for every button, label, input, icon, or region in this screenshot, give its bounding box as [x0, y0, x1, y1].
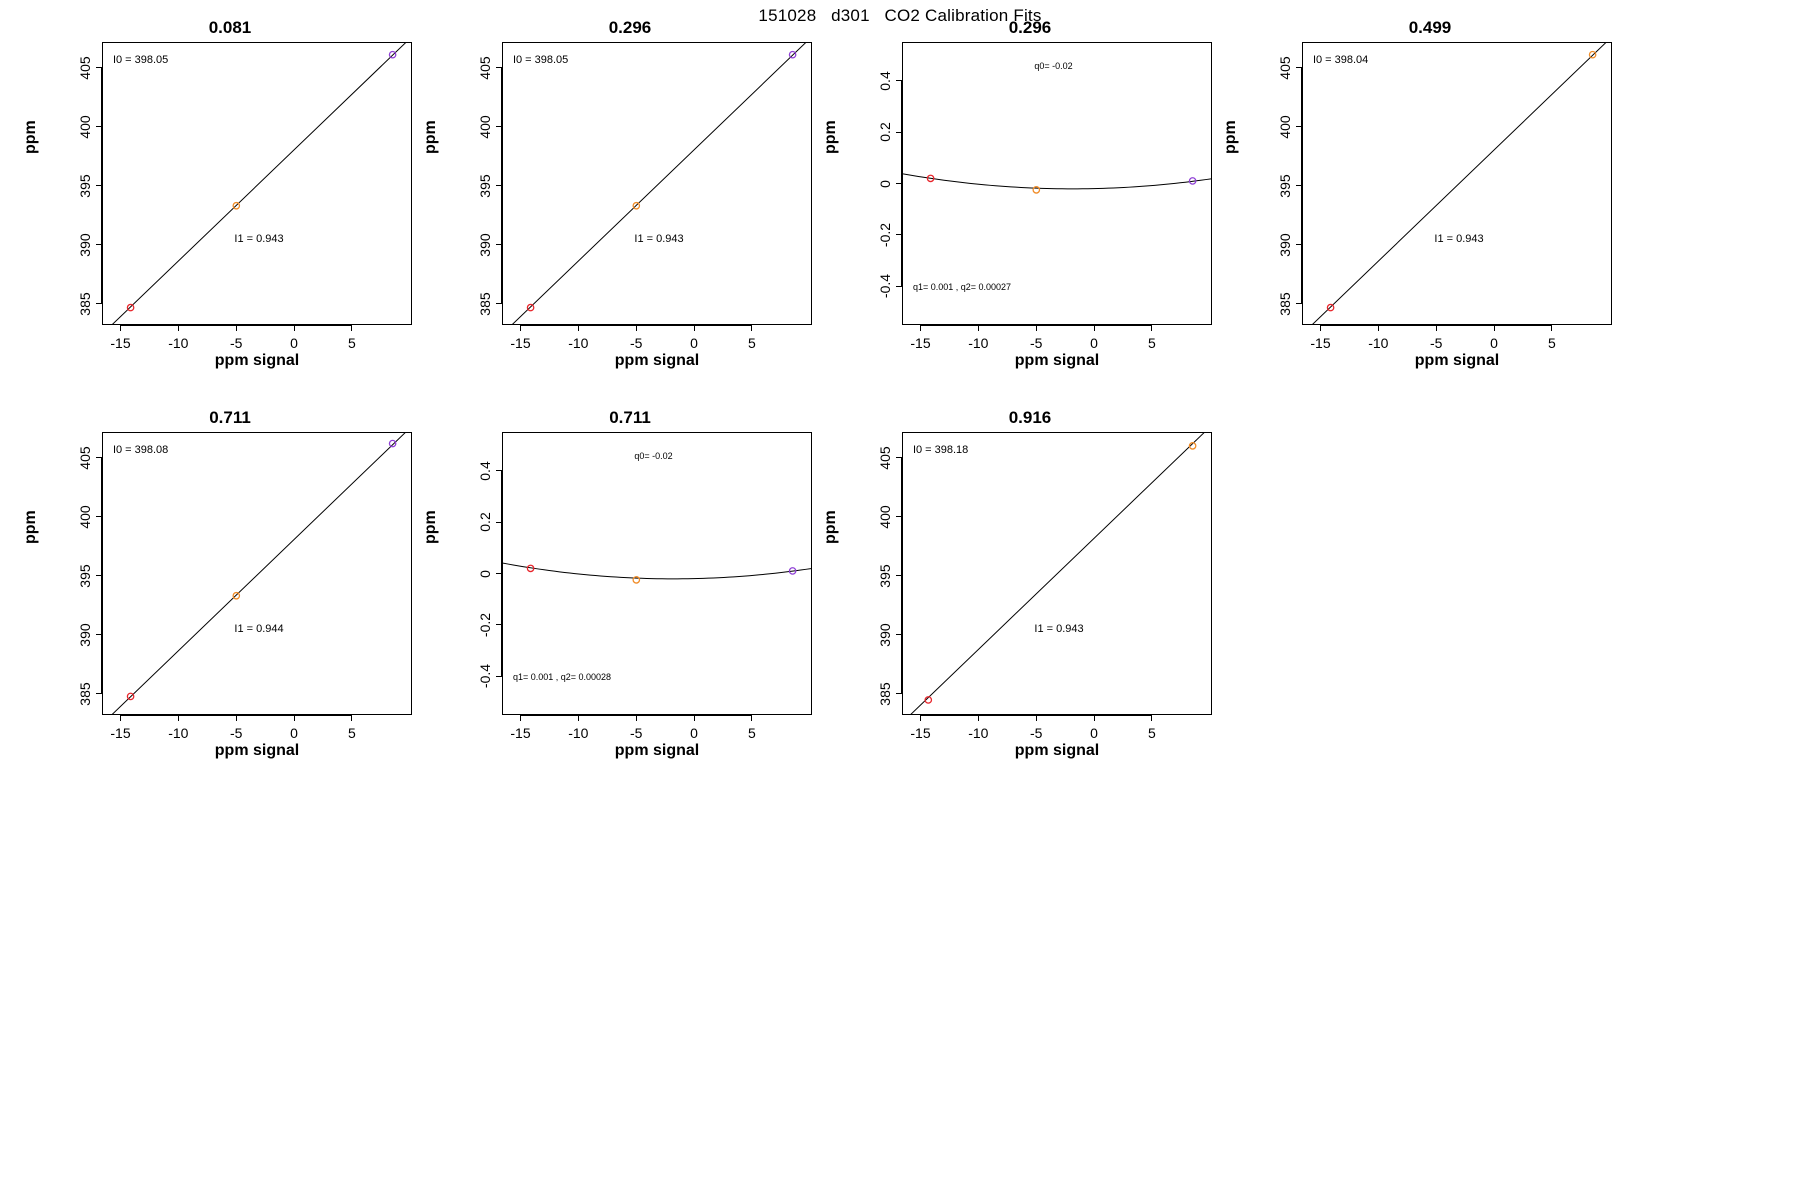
y-tick-label: 395	[477, 174, 493, 198]
x-axis-line	[521, 325, 752, 326]
y-tick-label: 405	[77, 56, 93, 80]
y-axis-line	[101, 458, 102, 694]
panel-title: 0.711	[209, 408, 251, 427]
y-axis-line	[501, 68, 502, 304]
y-axis-line	[501, 471, 502, 677]
panel-title: 0.296	[1008, 18, 1052, 37]
y-tick-label: 405	[1277, 56, 1293, 80]
y-tick-label: 390	[477, 233, 493, 257]
y-tick-label: 0	[477, 569, 493, 578]
y-axis-label: ppm	[422, 510, 439, 544]
y-tick-label: 390	[1277, 233, 1293, 257]
y-tick-label: 400	[477, 115, 493, 139]
y-tick-label: 405	[877, 446, 893, 470]
y-tick-label: 400	[877, 505, 893, 529]
x-tick-label: -10	[968, 725, 989, 741]
y-axis-line	[901, 81, 902, 287]
x-tick-label: -10	[568, 725, 589, 741]
fit-curve	[503, 563, 811, 579]
plot-annotation: q1= 0.001 , q2= 0.00027	[912, 281, 1012, 292]
x-axis-label: ppm signal	[214, 742, 300, 759]
y-tick-label: 0.4	[877, 70, 893, 91]
fit-line	[1303, 43, 1611, 324]
panel-title: 0.296	[608, 18, 652, 37]
x-axis-line	[521, 715, 752, 716]
panel-title: 0.711	[609, 408, 651, 427]
y-tick-label: 390	[77, 623, 93, 647]
panel-title: 0.499	[1408, 18, 1452, 37]
plot-annotation: I1 = 0.944	[234, 623, 284, 636]
plot-area	[502, 42, 812, 325]
y-tick-label: -0.4	[877, 274, 893, 299]
x-tick-label: 0	[290, 335, 298, 351]
panel-title: 0.916	[1008, 408, 1052, 427]
y-tick-label: 385	[77, 682, 93, 706]
fit-line	[103, 433, 411, 714]
y-tick-label: 390	[77, 233, 93, 257]
y-tick-label: 395	[1277, 174, 1293, 198]
x-tick-label: -15	[910, 335, 931, 351]
chart-panel	[422, 4, 830, 394]
y-axis-line	[901, 458, 902, 694]
y-tick-label: 385	[877, 682, 893, 706]
x-axis-line	[121, 715, 352, 716]
plot-annotation: I0 = 398.04	[1312, 53, 1369, 66]
plot-annotation: I0 = 398.08	[112, 443, 169, 456]
y-tick-label: 405	[477, 56, 493, 80]
y-tick-label: 395	[77, 564, 93, 588]
x-tick-label: 5	[347, 725, 356, 741]
chart-panel	[22, 394, 430, 784]
y-axis-label: ppm	[422, 120, 439, 154]
x-tick-label: -5	[229, 725, 243, 741]
y-tick-label: 0.2	[877, 122, 893, 142]
chart-panel	[22, 4, 430, 394]
data-point	[527, 304, 533, 310]
x-tick-label: -15	[110, 725, 131, 741]
y-tick-label: 400	[1277, 115, 1293, 139]
chart-panel	[822, 394, 1230, 784]
x-tick-label: -5	[1029, 335, 1043, 351]
x-tick-label: 5	[1147, 335, 1156, 351]
y-tick-label: 395	[77, 174, 93, 198]
x-tick-label: -5	[629, 725, 643, 741]
x-tick-label: -5	[629, 335, 643, 351]
plot-area	[102, 432, 412, 715]
y-axis-label: ppm	[1222, 120, 1239, 154]
y-tick-label: 385	[77, 292, 93, 316]
x-tick-label: -10	[168, 335, 189, 351]
y-tick-label: -0.4	[477, 664, 493, 689]
x-tick-label: -10	[168, 725, 189, 741]
plot-annotation: I1 = 0.943	[1434, 233, 1484, 246]
fit-line	[103, 43, 411, 324]
plot-area	[1302, 42, 1612, 325]
y-tick-label: 390	[877, 623, 893, 647]
plot-annotation: I1 = 0.943	[234, 233, 284, 246]
chart-panel	[422, 394, 830, 784]
x-tick-label: 0	[1090, 335, 1098, 351]
chart-panel	[822, 4, 1230, 394]
data-point	[233, 593, 239, 599]
x-tick-label: -15	[510, 725, 531, 741]
y-axis-label: ppm	[822, 120, 839, 154]
y-tick-label: 0	[877, 179, 893, 188]
x-tick-label: 5	[747, 335, 756, 351]
y-tick-label: 0.2	[477, 512, 493, 532]
y-tick-label: 385	[477, 292, 493, 316]
x-axis-line	[121, 325, 352, 326]
plot-annotation: q0= -0.02	[1034, 60, 1073, 71]
plot-annotation: I1 = 0.943	[634, 233, 684, 246]
y-tick-label: -0.2	[477, 612, 493, 638]
plot-annotation: I0 = 398.18	[912, 443, 969, 456]
x-tick-label: -5	[229, 335, 243, 351]
plot-annotation: I0 = 398.05	[512, 53, 569, 66]
plot-area	[102, 42, 412, 325]
y-tick-label: 400	[77, 115, 93, 139]
y-tick-label: 385	[1277, 292, 1293, 316]
x-tick-label: -10	[568, 335, 589, 351]
x-axis-label: ppm signal	[1414, 352, 1500, 369]
x-axis-label: ppm signal	[1014, 352, 1100, 369]
plot-annotation: q0= -0.02	[634, 450, 673, 461]
x-tick-label: -15	[510, 335, 531, 351]
x-tick-label: 0	[1090, 725, 1098, 741]
data-point	[389, 440, 395, 446]
x-axis-line	[1321, 325, 1552, 326]
x-tick-label: 0	[690, 725, 698, 741]
y-axis-line	[1301, 68, 1302, 304]
chart-panel	[1222, 4, 1630, 394]
fit-line	[903, 433, 1211, 714]
plot-annotation: I0 = 398.05	[112, 53, 169, 66]
x-tick-label: -15	[910, 725, 931, 741]
figure-suptitle: 151028 d301 CO2 Calibration Fits	[758, 6, 1042, 25]
x-tick-label: -5	[1429, 335, 1443, 351]
x-axis-line	[921, 325, 1152, 326]
y-axis-line	[101, 68, 102, 304]
x-tick-label: 0	[690, 335, 698, 351]
y-tick-label: 400	[77, 505, 93, 529]
data-point	[127, 304, 133, 310]
x-tick-label: -15	[1310, 335, 1331, 351]
y-axis-label: ppm	[22, 120, 39, 154]
x-tick-label: 5	[747, 725, 756, 741]
y-tick-label: 395	[877, 564, 893, 588]
panel-title: 0.081	[208, 18, 252, 37]
x-tick-label: 5	[1547, 335, 1556, 351]
x-axis-label: ppm signal	[214, 352, 300, 369]
x-axis-line	[921, 715, 1152, 716]
plot-annotation: I1 = 0.943	[1034, 623, 1084, 636]
plot-area	[902, 432, 1212, 715]
x-axis-label: ppm signal	[614, 742, 700, 759]
x-tick-label: -10	[968, 335, 989, 351]
y-tick-label: -0.2	[877, 222, 893, 248]
x-tick-label: 0	[1490, 335, 1498, 351]
y-tick-label: 0.4	[477, 460, 493, 481]
x-tick-label: -5	[1029, 725, 1043, 741]
plot-annotation: q1= 0.001 , q2= 0.00028	[512, 671, 612, 682]
x-tick-label: 5	[347, 335, 356, 351]
data-point	[1033, 187, 1039, 193]
y-axis-label: ppm	[822, 510, 839, 544]
x-tick-label: -15	[110, 335, 131, 351]
x-axis-label: ppm signal	[614, 352, 700, 369]
x-tick-label: -10	[1368, 335, 1389, 351]
y-tick-label: 405	[77, 446, 93, 470]
fit-curve	[903, 174, 1211, 189]
x-axis-label: ppm signal	[1014, 742, 1100, 759]
y-axis-label: ppm	[22, 510, 39, 544]
x-tick-label: 0	[290, 725, 298, 741]
x-tick-label: 5	[1147, 725, 1156, 741]
fit-line	[503, 43, 811, 324]
